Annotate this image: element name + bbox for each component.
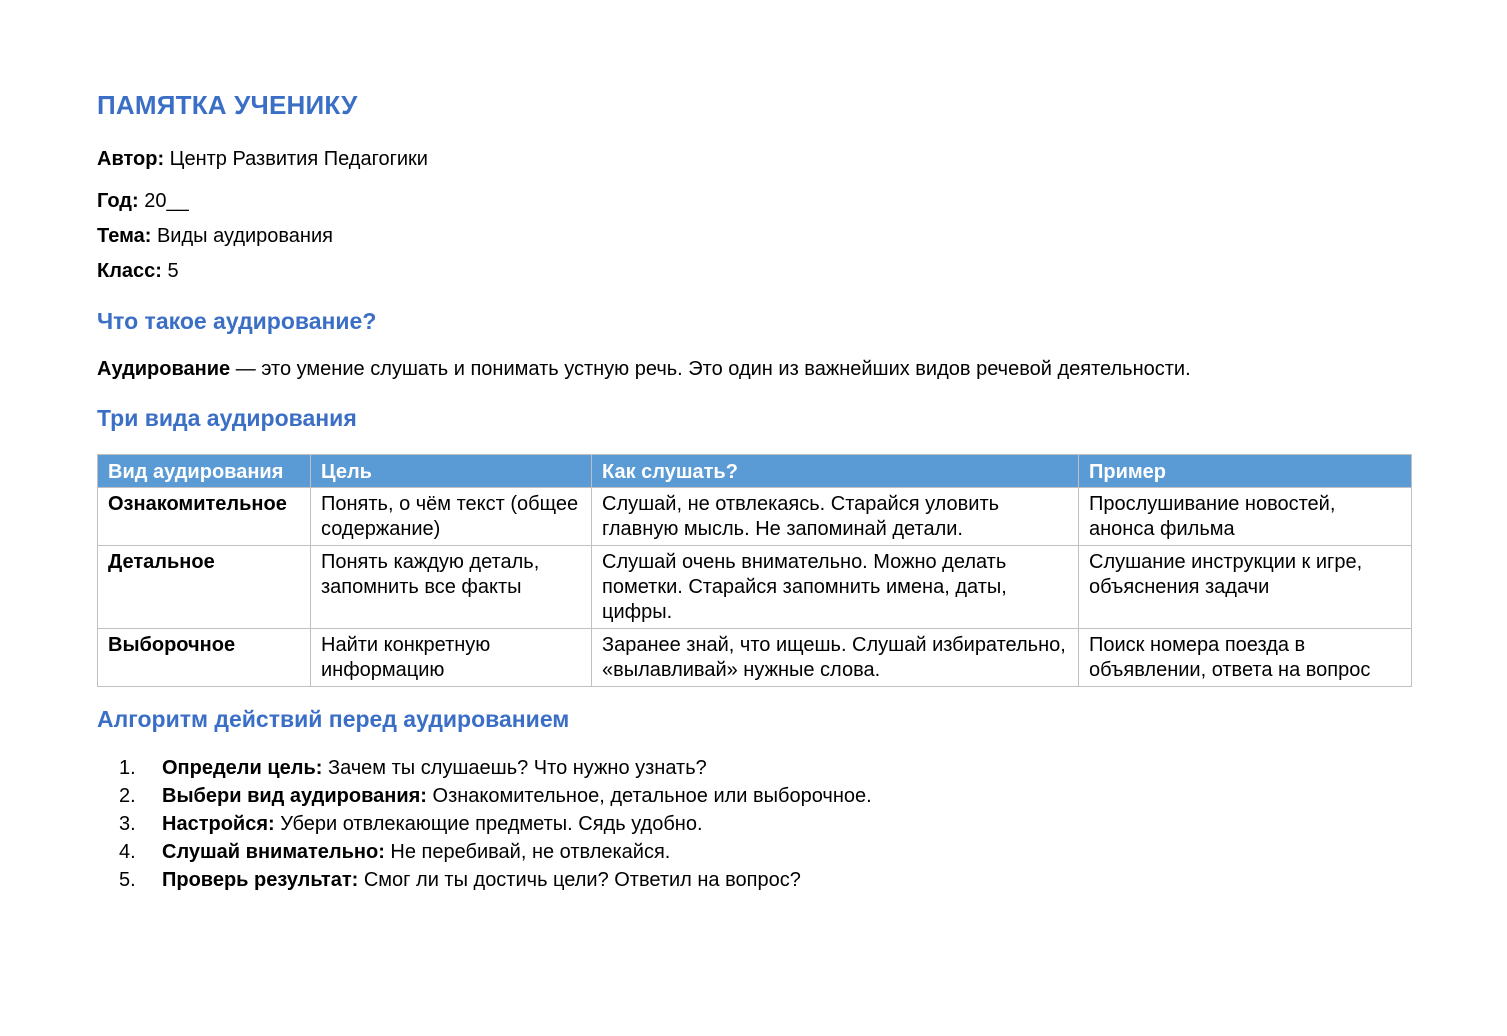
step-number: 2. [119, 785, 136, 807]
meta-author-label: Автор: [97, 148, 165, 170]
step-text: Смог ли ты достичь цели? Ответил на вопрос? [363, 869, 801, 891]
list-item [97, 784, 872, 812]
cell-type: Детальное [98, 546, 311, 629]
meta-grade-label: Класс: [97, 260, 162, 282]
meta-grade-value: 5 [167, 260, 179, 282]
step-number: 3. [119, 813, 136, 835]
step-label: Выбери вид аудирования: [162, 785, 427, 807]
algorithm-steps-list [97, 756, 872, 896]
table-row [98, 546, 1412, 629]
table-header-row [98, 455, 1412, 488]
cell-type: Ознакомительное [98, 488, 311, 546]
step-label: Проверь результат: [162, 869, 359, 891]
column-header-how: Как слушать? [592, 455, 1079, 488]
meta-year-label: Год: [97, 190, 139, 212]
step-label: Настройся: [162, 813, 275, 835]
cell-goal: Понять, о чём текст (общее содержание) [311, 488, 592, 546]
step-label: Слушай внимательно: [162, 841, 385, 863]
cell-goal: Понять каждую деталь, запомнить все факты [311, 546, 592, 629]
cell-how: Слушай, не отвлекаясь. Старайся уловить главную мысль. Не запоминай детали. [592, 488, 1079, 546]
meta-author [97, 147, 428, 171]
meta-author-value: Центр Развития Педагогики [169, 148, 428, 170]
cell-example: Слушание инструкции к игре, объяснения задачи [1079, 546, 1412, 629]
column-header-type: Вид аудирования [98, 455, 311, 488]
list-item [97, 840, 872, 868]
meta-grade [97, 259, 179, 283]
meta-topic-label: Тема: [97, 225, 152, 247]
definition-paragraph [97, 357, 1191, 381]
meta-year [97, 189, 189, 213]
step-text: Убери отвлекающие предметы. Сядь удобно. [280, 813, 703, 835]
cell-example: Поиск номера поезда в объявлении, ответа на вопрос [1079, 629, 1412, 687]
table-row [98, 488, 1412, 546]
list-item [97, 812, 872, 840]
step-text: Зачем ты слушаешь? Что нужно узнать? [328, 757, 707, 779]
section-algorithm-heading: Алгоритм действий перед аудированием [97, 706, 570, 732]
listening-types-table [97, 454, 1412, 687]
cell-how: Слушай очень внимательно. Можно делать пометки. Старайся запомнить имена, даты, цифры. [592, 546, 1079, 629]
step-number: 4. [119, 841, 136, 863]
meta-topic [97, 224, 333, 248]
column-header-goal: Цель [311, 455, 592, 488]
cell-type: Выборочное [98, 629, 311, 687]
cell-example: Прослушивание новостей, анонса фильма [1079, 488, 1412, 546]
step-number: 5. [119, 869, 136, 891]
column-header-example: Пример [1079, 455, 1412, 488]
list-item [97, 756, 872, 784]
cell-how: Заранее знай, что ищешь. Слушай избирательно, «вылавливай» нужные слова. [592, 629, 1079, 687]
cell-goal: Найти конкретную информацию [311, 629, 592, 687]
list-item [97, 868, 872, 896]
section-what-is-heading: Что такое аудирование? [97, 308, 377, 334]
meta-topic-value: Виды аудирования [156, 225, 333, 247]
definition-term: Аудирование [97, 358, 231, 380]
meta-year-value: 20__ [144, 190, 189, 212]
step-label: Определи цель: [162, 757, 323, 779]
step-text: Ознакомительное, детальное или выборочное. [432, 785, 872, 807]
section-types-heading: Три вида аудирования [97, 405, 357, 431]
table-row [98, 629, 1412, 687]
document-title: ПАМЯТКА УЧЕНИКУ [97, 90, 358, 120]
definition-text: — это умение слушать и понимать устную речь. Это один из важнейших видов речевой деятельности. [235, 358, 1191, 380]
step-text: Не перебивай, не отвлекайся. [390, 841, 671, 863]
step-number: 1. [119, 757, 136, 779]
